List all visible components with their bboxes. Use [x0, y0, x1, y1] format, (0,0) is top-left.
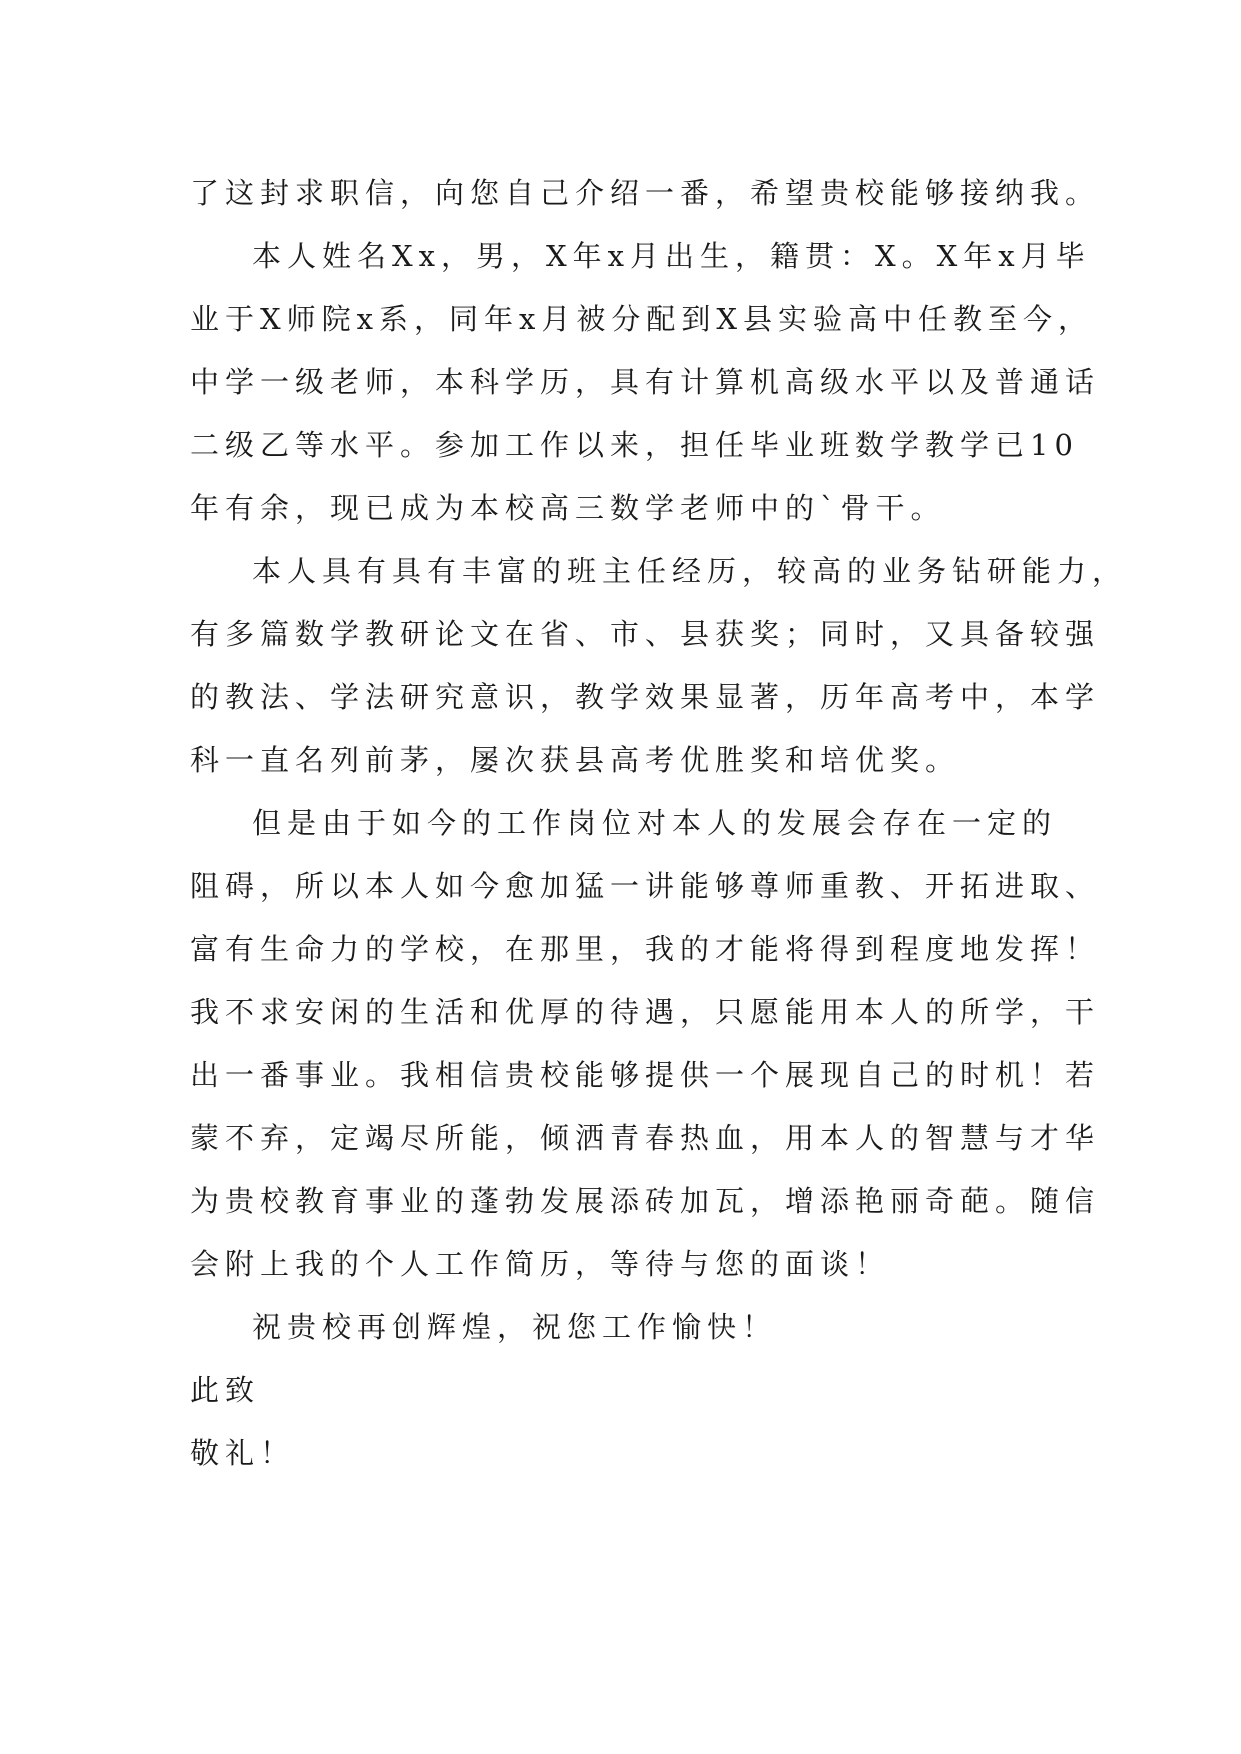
text-line: 有多篇数学教研论文在省、市、县获奖；同时，又具备较强	[190, 617, 1101, 651]
paragraph-start-line: 本人姓名Xx，男，X年x月出生，籍贯：X。X年x月毕	[252, 239, 1091, 273]
paragraph-start-line: 但是由于如今的工作岗位对本人的发展会存在一定的	[252, 806, 1058, 840]
text-line: 蒙不弃，定竭尽所能，倾洒青春热血，用本人的智慧与才华	[190, 1121, 1101, 1155]
closing-salutation: 此致	[190, 1373, 261, 1407]
text-line: 阻碍，所以本人如今愈加猛一讲能够尊师重教、开拓进取、	[190, 869, 1101, 903]
text-line: 中学一级老师，本科学历，具有计算机高级水平以及普通话	[190, 365, 1101, 399]
text-line: 我不求安闲的生活和优厚的待遇，只愿能用本人的所学，干	[190, 995, 1101, 1029]
text-line: 的教法、学法研究意识，教学效果显著，历年高考中，本学	[190, 680, 1101, 714]
text-line: 二级乙等水平。参加工作以来，担任毕业班数学教学已10	[190, 428, 1079, 462]
text-line: 出一番事业。我相信贵校能够提供一个展现自己的时机！若	[190, 1058, 1101, 1092]
text-line: 了这封求职信，向您自己介绍一番，希望贵校能够接纳我。	[190, 176, 1101, 210]
closing-regards: 敬礼！	[190, 1436, 296, 1470]
closing-wish: 祝贵校再创辉煌，祝您工作愉快！	[252, 1310, 778, 1344]
text-line: 富有生命力的学校，在那里，我的才能将得到程度地发挥！	[190, 932, 1101, 966]
text-line: 会附上我的个人工作简历，等待与您的面谈！	[190, 1247, 891, 1281]
letter-body	[190, 162, 1128, 1485]
paragraph-start-line: 本人具有具有丰富的班主任经历，较高的业务钻研能力，	[252, 554, 1128, 588]
text-line: 年有余，现已成为本校高三数学老师中的`骨干。	[190, 491, 946, 525]
text-line: 业于X师院x系，同年x月被分配到X县实验高中任教至今，	[190, 302, 1094, 336]
text-line: 科一直名列前茅，屡次获县高考优胜奖和培优奖。	[190, 743, 961, 777]
text-line: 为贵校教育事业的蓬勃发展添砖加瓦，增添艳丽奇葩。随信	[190, 1184, 1101, 1218]
